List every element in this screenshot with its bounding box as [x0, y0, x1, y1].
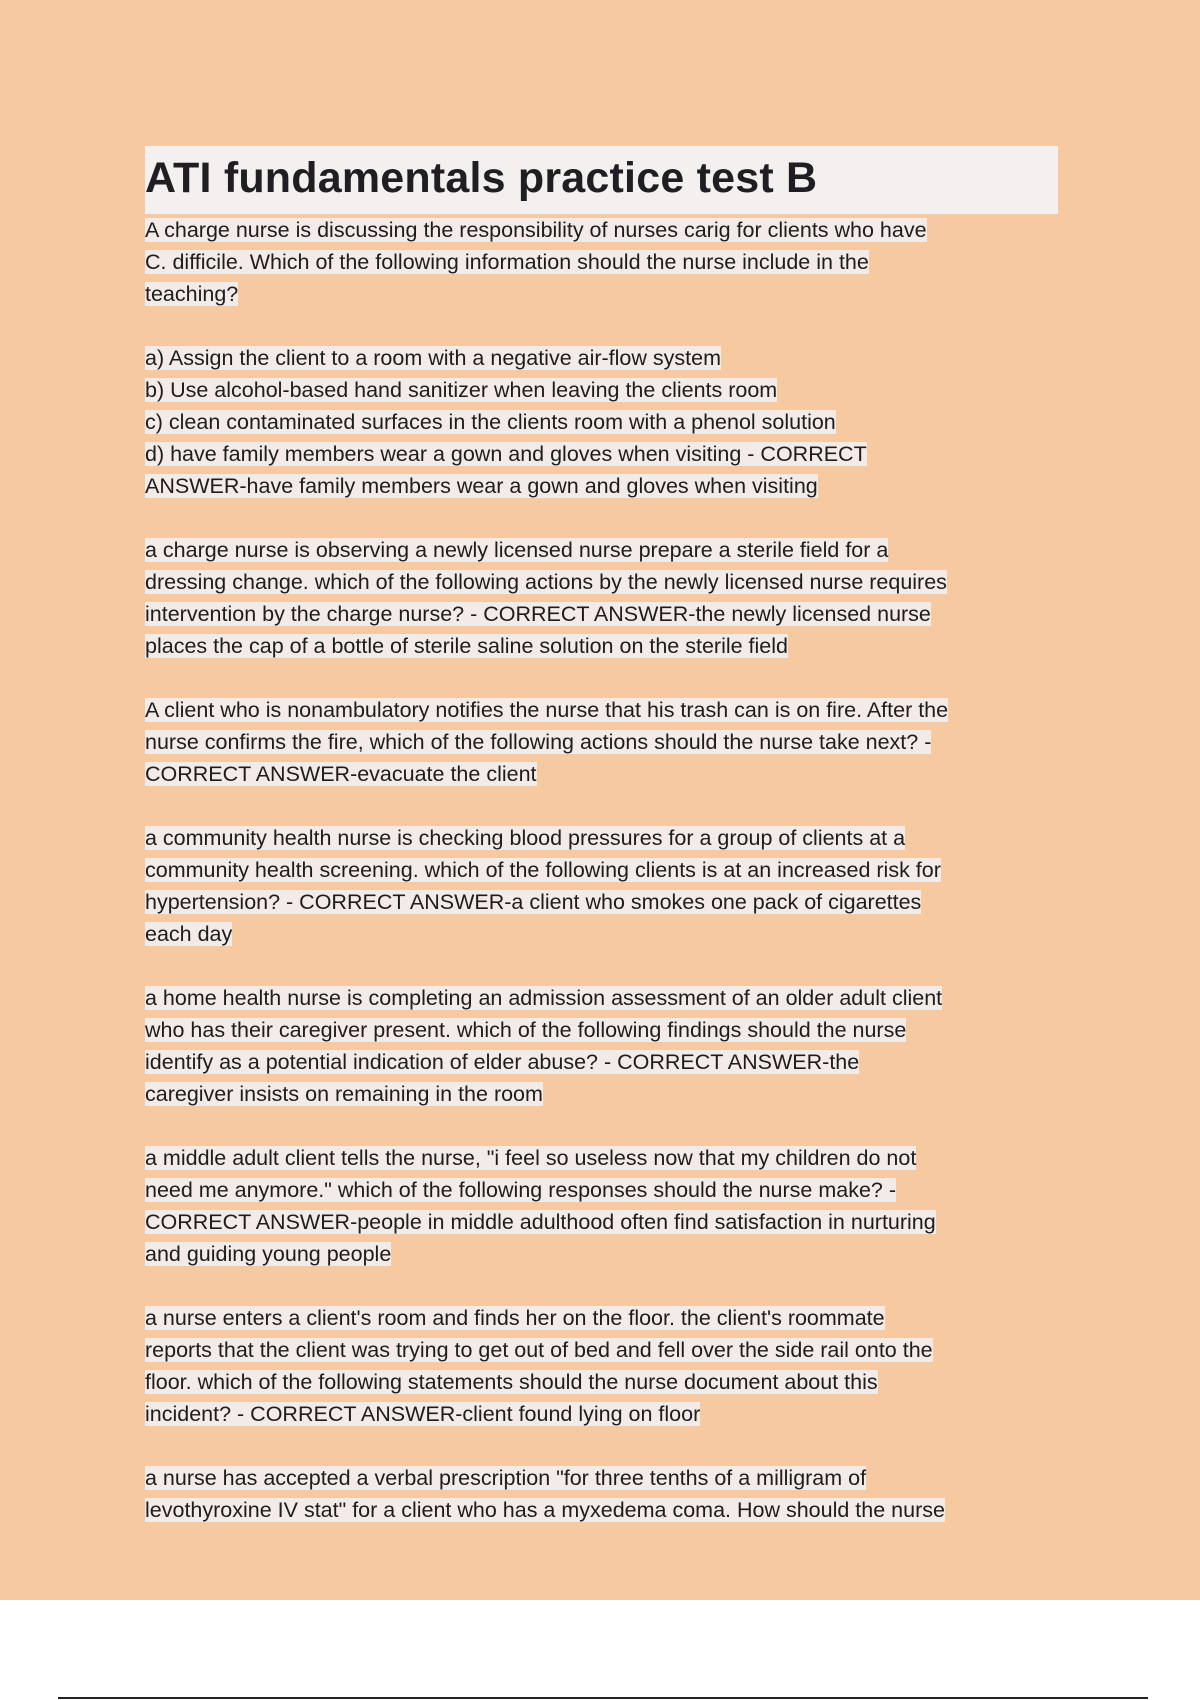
question-1-line-3: teaching? — [145, 282, 239, 306]
question-4-line-3: hypertension? - CORRECT ANSWER-a client who smokes one pack of cigarettes — [145, 890, 922, 914]
question-2-line-1: a charge nurse is observing a newly licensed nurse prepare a sterile field for a — [145, 538, 889, 562]
footer-divider — [58, 1697, 1148, 1699]
question-2-line-3: intervention by the charge nurse? - CORRECT ANSWER-the newly licensed nurse — [145, 602, 931, 626]
question-2-line-4: places the cap of a bottle of sterile saline solution on the sterile field — [145, 634, 788, 658]
question-7-line-1: a nurse enters a client's room and finds her on the floor. the client's roommate — [145, 1306, 885, 1330]
question-3 — [145, 694, 1065, 790]
question-6 — [145, 1142, 1065, 1270]
option-d-answer: ANSWER-have family members wear a gown and gloves when visiting — [145, 474, 818, 498]
question-4-line-1: a community health nurse is checking blood pressures for a group of clients at a — [145, 826, 906, 850]
option-b: b) Use alcohol-based hand sanitizer when leaving the clients room — [145, 378, 778, 402]
question-4-line-2: community health screening. which of the following clients is at an increased risk for — [145, 858, 941, 882]
question-1 — [145, 214, 1065, 310]
question-7-line-4: incident? - CORRECT ANSWER-client found lying on floor — [145, 1402, 701, 1426]
question-2 — [145, 534, 1065, 662]
question-5-line-2: who has their caregiver present. which of the following findings should the nurse — [145, 1018, 907, 1042]
question-1-line-1: A charge nurse is discussing the responsibility of nurses carig for clients who have — [145, 218, 927, 242]
question-8 — [145, 1462, 1065, 1526]
question-3-line-1: A client who is nonambulatory notifies the nurse that his trash can is on fire. After the — [145, 698, 949, 722]
question-6-line-4: and guiding young people — [145, 1242, 392, 1266]
question-3-line-2: nurse confirms the fire, which of the following actions should the nurse take next? - — [145, 730, 932, 754]
question-6-line-1: a middle adult client tells the nurse, "i feel so useless now that my children do not — [145, 1146, 917, 1170]
question-7 — [145, 1302, 1065, 1430]
question-4-line-4: each day — [145, 922, 233, 946]
question-5-line-4: caregiver insists on remaining in the room — [145, 1082, 543, 1106]
question-8-line-2: levothyroxine IV stat" for a client who has a myxedema coma. How should the nurse — [145, 1498, 945, 1522]
question-7-line-2: reports that the client was trying to get out of bed and fell over the side rail onto the — [145, 1338, 933, 1362]
title-bar — [145, 146, 1058, 214]
document-content — [145, 146, 1065, 1558]
question-1-line-2: C. difficile. Which of the following information should the nurse include in the — [145, 250, 869, 274]
question-7-line-3: floor. which of the following statements should the nurse document about this — [145, 1370, 878, 1394]
option-c: c) clean contaminated surfaces in the clients room with a phenol solution — [145, 410, 836, 434]
document-title: ATI fundamentals practice test B — [145, 154, 818, 202]
option-a: a) Assign the client to a room with a negative air-flow system — [145, 346, 721, 370]
question-5-line-3: identify as a potential indication of elder abuse? - CORRECT ANSWER-the — [145, 1050, 860, 1074]
question-1-options — [145, 342, 1065, 502]
option-d: d) have family members wear a gown and gloves when visiting - CORRECT — [145, 442, 867, 466]
question-2-line-2: dressing change. which of the following actions by the newly licensed nurse requires — [145, 570, 947, 594]
question-5 — [145, 982, 1065, 1110]
question-8-line-1: a nurse has accepted a verbal prescription "for three tenths of a milligram of — [145, 1466, 867, 1490]
question-5-line-1: a home health nurse is completing an admission assessment of an older adult client — [145, 986, 943, 1010]
question-3-line-3: CORRECT ANSWER-evacuate the client — [145, 762, 537, 786]
question-6-line-2: need me anymore." which of the following responses should the nurse make? - — [145, 1178, 896, 1202]
question-4 — [145, 822, 1065, 950]
question-6-line-3: CORRECT ANSWER-people in middle adulthood often find satisfaction in nurturing — [145, 1210, 936, 1234]
